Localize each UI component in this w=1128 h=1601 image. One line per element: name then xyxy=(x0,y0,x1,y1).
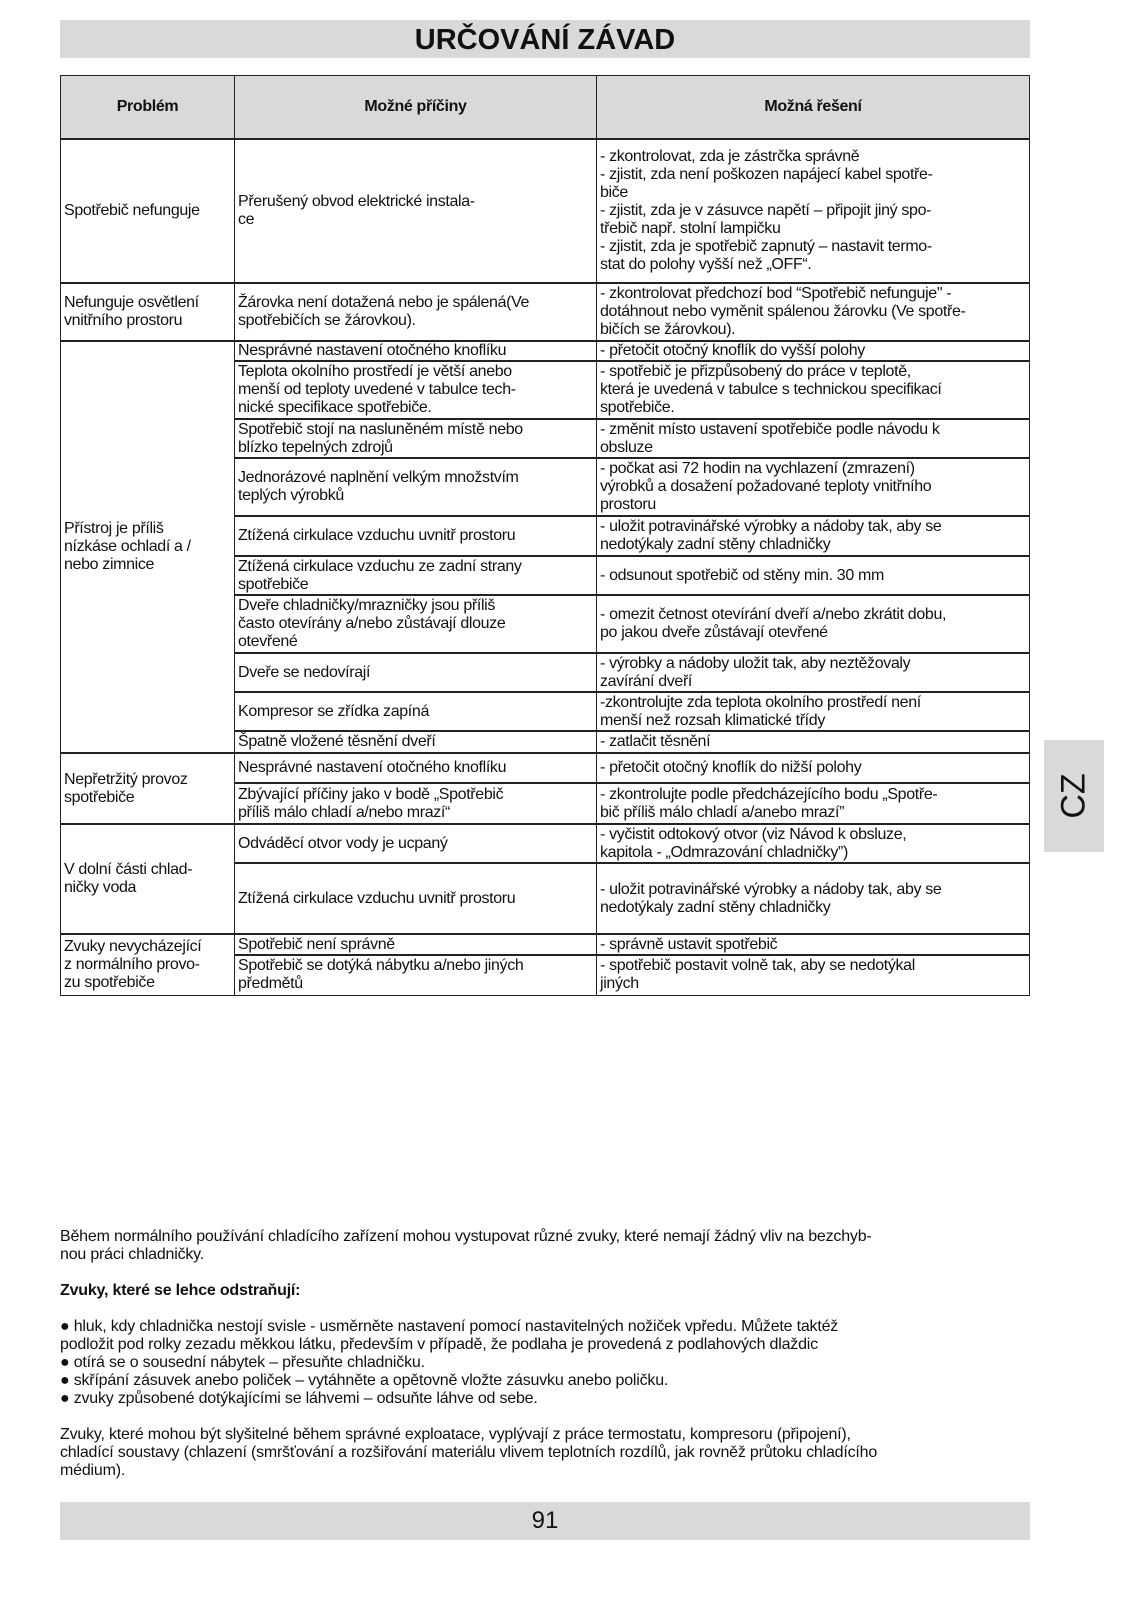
solution-cell: - vyčistit odtokový otvor (viz Návod k obsluze, kapitola - „Odmrazování chladničky”) xyxy=(597,824,1030,863)
solution-cell: - správně ustavit spotřebič xyxy=(597,934,1030,955)
bullet-list: ● hluk, kdy chladnička nestojí svisle - usměrněte nastavení pomocí nastavitelných nožiček vpředu. Můžete taktéž podložit pod rolky zezadu měkkou látku, především v případě, že podlaha je provedená z podlahových dlaždic ● otírá se o sousední nábytek – přesuňte chladničku. ● skřípání zásuvek anebo poliček – vytáhněte a opětovně vložte zásuvku anebo poličku. ● zvuky způsobené dotýkajícími se láhvemi – odsuňte láhve od sebe. xyxy=(60,1318,839,1407)
noise-section xyxy=(60,1228,1030,1498)
problem-cell: Přístroj je příliš nízkáse ochladí a / nebo zimnice xyxy=(61,341,235,753)
intro-paragraph: Během normálního používání chladícího zařízení mohou vystupovat různé zvuky, které nemají žádný vliv na bezchyb- nou práci chladničky. xyxy=(60,1228,872,1263)
solution-cell: - zkontrolujte podle předcházejícího bodu „Spotře- bič příliš málo chladí a/anebo mrazí” xyxy=(597,783,1030,824)
problem-cell: V dolní části chlad- ničky voda xyxy=(61,824,235,934)
cause-cell: Zbývající příčiny jako v bodě „Spotřebič příliš málo chladí a/nebo mrazí“ xyxy=(235,783,597,824)
language-tab-label: CZ xyxy=(1054,773,1093,819)
table-row xyxy=(61,139,1030,283)
header-causes: Možné příčiny xyxy=(235,76,597,140)
cause-cell: Spotřebič není správně xyxy=(235,934,597,955)
problem-cell: Spotřebič nefunguje xyxy=(61,139,235,283)
cause-cell: Teplota okolního prostředí je větší anebo menší od teploty uvedené v tabulce tech- nické specifikace spotřebiče. xyxy=(235,361,597,419)
table-row xyxy=(61,824,1030,863)
cause-cell: Žárovka není dotažená nebo je spálená(Ve spotřebičích se žárovkou). xyxy=(235,283,597,341)
cause-cell: Spotřebič stojí na nasluněném místě nebo blízko tepelných zdrojů xyxy=(235,419,597,458)
cause-cell: Jednorázové naplnění velkým množstvím teplých výrobků xyxy=(235,458,597,516)
language-tab xyxy=(1044,740,1104,852)
problem-cell: Zvuky nevycházející z normálního provo- zu spotřebiče xyxy=(61,934,235,995)
solution-cell: - zkontrolovat předchozí bod “Spotřebič nefunguje" - dotáhnout nebo vyměnit spálenou žárovku (Ve spotře- bičích se žárovkou). xyxy=(597,283,1030,341)
cause-cell: Špatně vložené těsnění dveří xyxy=(235,731,597,753)
solution-cell: - přetočit otočný knoflík do vyšší polohy xyxy=(597,341,1030,361)
solution-cell: - omezit četnost otevírání dveří a/nebo zkrátit dobu, po jakou dveře zůstávají otevřené xyxy=(597,595,1030,653)
table-row xyxy=(61,341,1030,361)
problem-cell: Nepřetržitý provoz spotřebiče xyxy=(61,753,235,824)
header-solutions: Možná řešení xyxy=(597,76,1030,140)
outro-paragraph: Zvuky, které mohou být slyšitelné během správné exploatace, vyplývají z práce termostatu, kompresoru (připojení), chladící soustavy (chlazení (smršťování a rozšiřování materiálu vlivem teplotních rozdílů, jak rovněž průtoku chladícího médium). xyxy=(60,1426,878,1479)
solution-cell: - spotřebič postavit volně tak, aby se nedotýkal jiných xyxy=(597,955,1030,995)
solution-cell: -zkontrolujte zda teplota okolního prostředí není menší než rozsah klimatické třídy xyxy=(597,692,1030,731)
solution-cell: - změnit místo ustavení spotřebiče podle návodu k obsluze xyxy=(597,419,1030,458)
solution-cell: - spotřebič je přizpůsobený do práce v teplotě, která je uvedená v tabulce s technickou specifikací spotřebiče. xyxy=(597,361,1030,419)
page-title: URČOVÁNÍ ZÁVAD xyxy=(60,20,1030,58)
cause-cell: Ztížená cirkulace vzduchu uvnitř prostoru xyxy=(235,516,597,556)
problem-cell: Nefunguje osvětlení vnitřního prostoru xyxy=(61,283,235,341)
cause-cell: Kompresor se zřídka zapíná xyxy=(235,692,597,731)
solution-cell: - počkat asi 72 hodin na vychlazení (zmrazení) výrobků a dosažení požadované teploty vnitřního prostoru xyxy=(597,458,1030,516)
table-row xyxy=(61,283,1030,341)
solution-cell: - uložit potravinářské výrobky a nádoby tak, aby se nedotýkaly zadní stěny chladničky xyxy=(597,863,1030,934)
cause-cell: Nesprávné nastavení otočného knoflíku xyxy=(235,341,597,361)
page-number: 91 xyxy=(60,1502,1030,1540)
cause-cell: Spotřebič se dotýká nábytku a/nebo jiných předmětů xyxy=(235,955,597,995)
solution-cell: - uložit potravinářské výrobky a nádoby tak, aby se nedotýkaly zadní stěny chladničky xyxy=(597,516,1030,556)
cause-cell: Ztížená cirkulace vzduchu ze zadní strany spotřebiče xyxy=(235,556,597,595)
cause-cell: Nesprávné nastavení otočného knoflíku xyxy=(235,753,597,783)
table-row xyxy=(61,753,1030,783)
troubleshooting-table xyxy=(60,75,1030,996)
solution-cell: - zatlačit těsnění xyxy=(597,731,1030,753)
solution-cell: - zkontrolovat, zda je zástrčka správně - zjistit, zda není poškozen napájecí kabel spotře- biče - zjistit, zda je v zásuvce napětí – připojit jiný spo- třebič např. stolní lampičku - zjistit, zda je spotřebič zapnutý – nastavit termo- stat do polohy vyšší než „OFF“. xyxy=(597,139,1030,283)
solution-cell: - výrobky a nádoby uložit tak, aby neztěžovaly zavírání dveří xyxy=(597,653,1030,692)
cause-cell: Dveře se nedovírají xyxy=(235,653,597,692)
table-row xyxy=(61,934,1030,955)
solution-cell: - přetočit otočný knoflík do nižší polohy xyxy=(597,753,1030,783)
cause-cell: Přerušený obvod elektrické instala- ce xyxy=(235,139,597,283)
section-heading: Zvuky, které se lehce odstraňují: xyxy=(60,1282,301,1299)
header-problem: Problém xyxy=(61,76,235,140)
cause-cell: Dveře chladničky/mrazničky jsou příliš často otevírány a/nebo zůstávají dlouze otevřené xyxy=(235,595,597,653)
table-header-row xyxy=(61,76,1030,140)
solution-cell: - odsunout spotřebič od stěny min. 30 mm xyxy=(597,556,1030,595)
cause-cell: Ztížená cirkulace vzduchu uvnitř prostoru xyxy=(235,863,597,934)
cause-cell: Odváděcí otvor vody je ucpaný xyxy=(235,824,597,863)
